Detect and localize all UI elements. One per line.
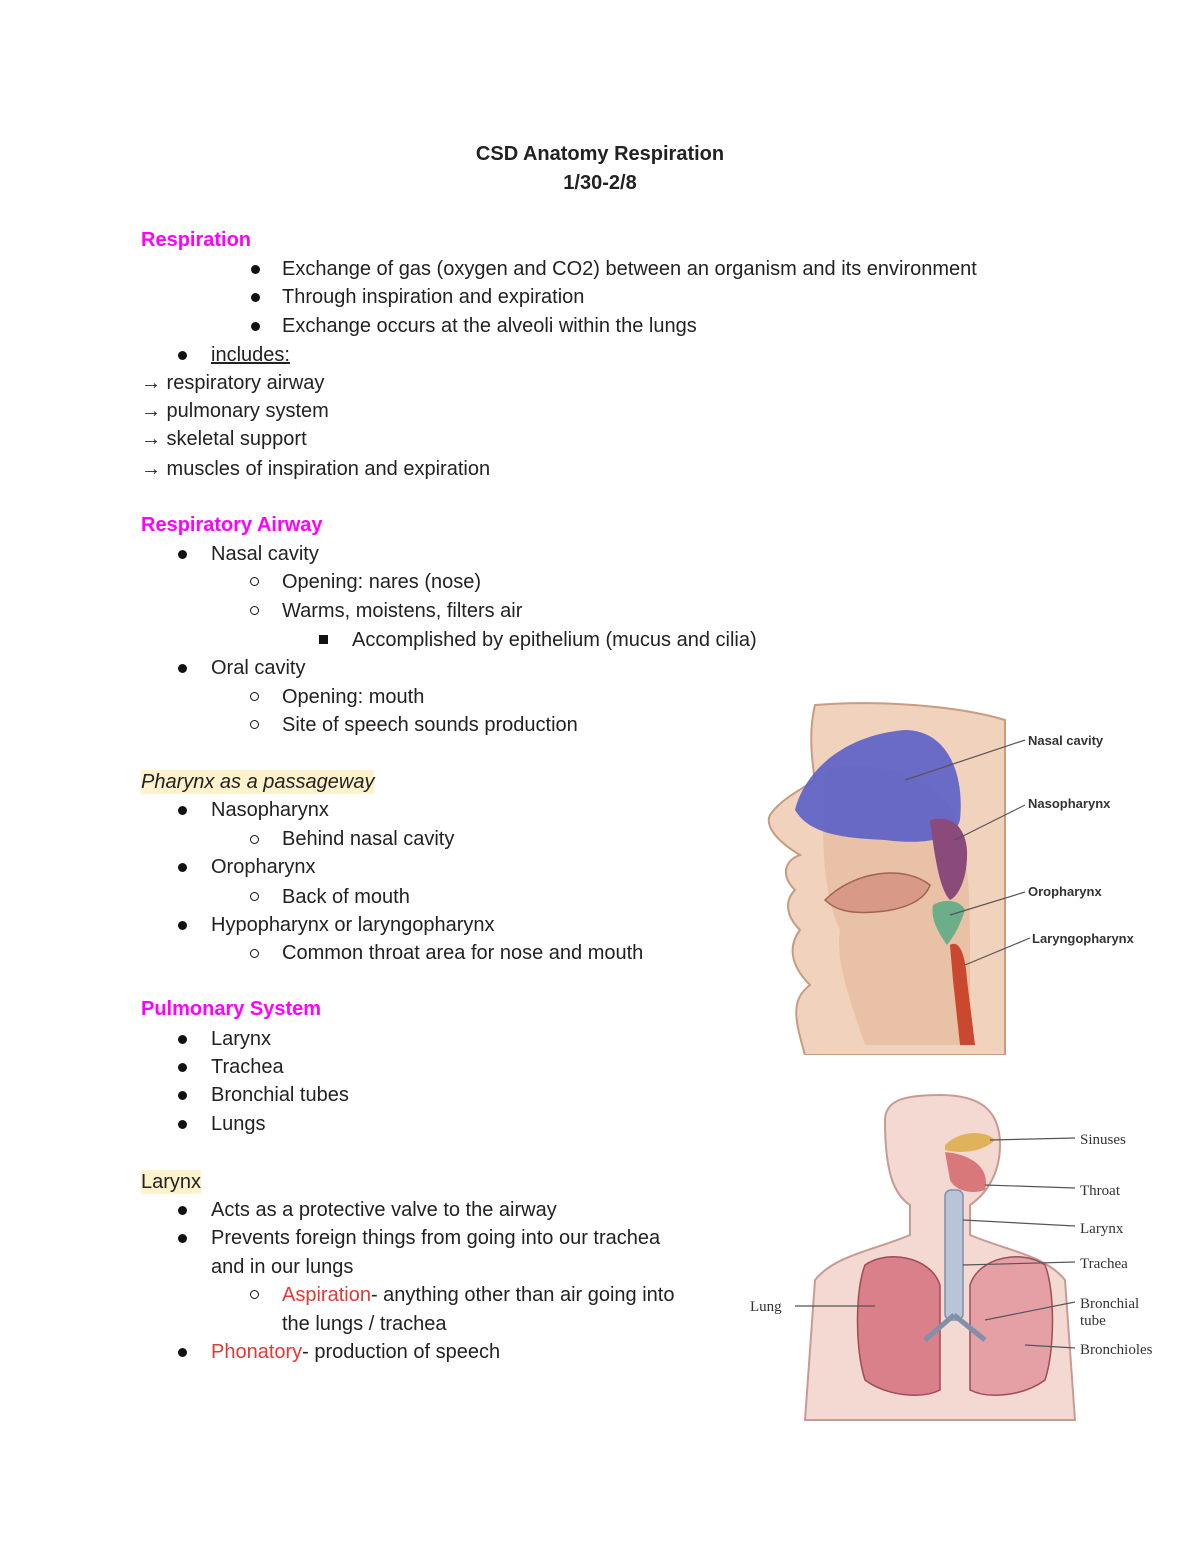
larynx-heading: Larynx	[141, 1171, 202, 1193]
aspiration-definition: - anything other than air going into	[370, 1284, 675, 1306]
phonatory-definition: - production of speech	[302, 1341, 501, 1363]
label-sinuses: Sinuses	[1080, 1132, 1126, 1148]
bullet-icon	[178, 1035, 187, 1044]
nasopharynx-item: Nasopharynx	[211, 799, 329, 821]
bullet-icon	[178, 1234, 187, 1243]
larynx-bullet-2-line2: and in our lungs	[211, 1256, 354, 1278]
respiratory-system-figure	[745, 1090, 1175, 1425]
sub-bullet-icon	[250, 577, 259, 586]
pulmonary-item-lungs: Lungs	[211, 1113, 266, 1135]
oropharynx-sub: Back of mouth	[282, 886, 410, 908]
label-bronchioles: Bronchioles	[1080, 1342, 1153, 1358]
bullet-icon	[178, 1206, 187, 1215]
oropharynx-item: Oropharynx	[211, 856, 316, 878]
aspiration-line1	[282, 1283, 674, 1307]
bullet-icon	[178, 1063, 187, 1072]
larynx-bullet-2-line1: Prevents foreign things from going into our trachea	[211, 1227, 661, 1249]
date-range: 1/30-2/8	[563, 172, 637, 194]
respiration-heading: Respiration	[141, 229, 252, 251]
nasal-cavity-item: Nasal cavity	[211, 543, 319, 565]
sub-bullet-icon	[250, 835, 259, 844]
label-throat: Throat	[1080, 1183, 1120, 1199]
oral-sub-2: Site of speech sounds production	[282, 714, 578, 736]
label-oropharynx: Oropharynx	[1028, 884, 1102, 899]
label-laryngopharynx: Laryngopharynx	[1032, 931, 1134, 946]
aspiration-line2: the lungs / trachea	[282, 1313, 447, 1335]
label-lung: Lung	[750, 1299, 782, 1315]
label-nasopharynx: Nasopharynx	[1028, 796, 1111, 811]
nasal-sub-2: Warms, moistens, filters air	[282, 600, 523, 622]
includes-item-3: → skeletal support	[141, 428, 307, 450]
phonatory-line	[211, 1340, 500, 1364]
nasopharynx-sub: Behind nasal cavity	[282, 828, 455, 850]
pharynx-heading: Pharynx as a passageway	[141, 771, 375, 793]
sub-bullet-icon	[250, 606, 259, 615]
bullet-icon	[251, 293, 260, 302]
airway-heading: Respiratory Airway	[141, 514, 323, 536]
sub-bullet-icon	[250, 692, 259, 701]
pulmonary-item-bronchial: Bronchial tubes	[211, 1084, 349, 1106]
aspiration-term: Aspiration	[282, 1284, 371, 1306]
bullet-icon	[178, 1091, 187, 1100]
pulmonary-item-trachea: Trachea	[211, 1056, 284, 1078]
nasal-sub-1: Opening: nares (nose)	[282, 571, 482, 593]
includes-item-2: → pulmonary system	[141, 400, 329, 422]
bullet-icon	[178, 550, 187, 559]
bullet-icon	[178, 1348, 187, 1357]
respiration-bullet-3: Exchange occurs at the alveoli within the lungs	[282, 315, 697, 337]
label-larynx: Larynx	[1080, 1221, 1124, 1237]
includes-item-1: → respiratory airway	[141, 372, 325, 394]
bullet-icon	[251, 265, 260, 274]
bullet-icon	[178, 351, 187, 360]
bullet-icon	[178, 1120, 187, 1129]
nasal-sub-3: Accomplished by epithelium (mucus and cilia)	[352, 629, 757, 651]
oral-cavity-item: Oral cavity	[211, 657, 306, 679]
larynx-bullet-1: Acts as a protective valve to the airway	[211, 1199, 557, 1221]
document-title: CSD Anatomy Respiration	[475, 143, 725, 165]
pulmonary-item-larynx: Larynx	[211, 1028, 272, 1050]
respiration-bullet-2: Through inspiration and expiration	[282, 286, 585, 308]
sub-bullet-icon	[250, 892, 259, 901]
pulmonary-heading: Pulmonary System	[141, 998, 322, 1020]
sub-bullet-icon	[250, 949, 259, 958]
label-tube: tube	[1080, 1313, 1106, 1329]
respiration-bullet-1: Exchange of gas (oxygen and CO2) between an organism and its environment	[282, 258, 977, 280]
bullet-icon	[178, 863, 187, 872]
hypopharynx-sub: Common throat area for nose and mouth	[282, 942, 644, 964]
bullet-icon	[251, 322, 260, 331]
sub-bullet-icon	[250, 1290, 259, 1299]
phonatory-term: Phonatory	[211, 1341, 303, 1363]
label-nasal-cavity: Nasal cavity	[1028, 733, 1104, 748]
hypopharynx-item: Hypopharynx or laryngopharynx	[211, 914, 495, 936]
oral-sub-1: Opening: mouth	[282, 686, 425, 708]
includes-label: includes:	[211, 344, 290, 366]
bullet-icon	[178, 806, 187, 815]
pharynx-anatomy-figure	[755, 700, 1135, 1055]
label-trachea: Trachea	[1080, 1256, 1128, 1272]
bullet-icon	[178, 664, 187, 673]
sub-bullet-icon	[250, 720, 259, 729]
square-bullet-icon	[319, 635, 328, 644]
includes-item-4: → muscles of inspiration and expiration	[141, 458, 491, 480]
bullet-icon	[178, 921, 187, 930]
label-bronchial: Bronchial	[1080, 1296, 1140, 1312]
